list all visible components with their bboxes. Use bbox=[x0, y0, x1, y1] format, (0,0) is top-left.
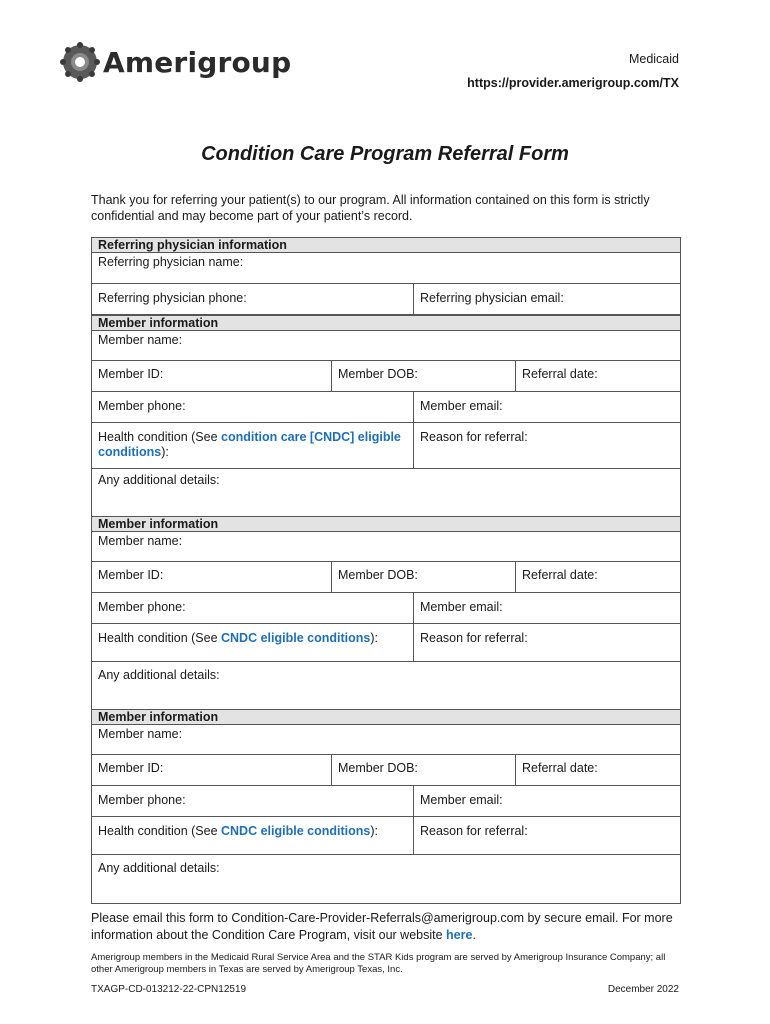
member3-health-field[interactable] bbox=[92, 817, 413, 854]
member2-details-row bbox=[92, 662, 680, 710]
member2-phone-field[interactable] bbox=[92, 593, 413, 623]
member3-referral-date-label: Referral date: bbox=[522, 761, 598, 775]
referral-form bbox=[91, 237, 681, 904]
website-link[interactable]: here bbox=[446, 928, 473, 942]
member1-section-heading: Member information bbox=[92, 315, 680, 331]
member1-referral-date-field[interactable] bbox=[515, 361, 680, 391]
intro-text: Thank you for referring your patient(s) to our program. All information contained on this form is strictly confidential and may become part of your patient’s record. bbox=[91, 193, 650, 223]
member2-email-label: Member email: bbox=[420, 600, 503, 614]
member3-reason-label: Reason for referral: bbox=[420, 824, 528, 838]
member1-id-label: Member ID: bbox=[98, 367, 164, 381]
member3-reason-field[interactable] bbox=[413, 817, 680, 854]
member3-referral-date-field[interactable] bbox=[515, 755, 680, 785]
email-instructions-period: . bbox=[472, 928, 476, 942]
member1-id-row bbox=[92, 361, 680, 392]
member1-name-field[interactable] bbox=[92, 331, 680, 360]
physician-email-field[interactable] bbox=[413, 284, 680, 314]
member3-email-label: Member email: bbox=[420, 793, 503, 807]
member1-details-field[interactable] bbox=[92, 469, 680, 516]
member1-details-label: Any additional details: bbox=[98, 473, 220, 487]
member3-health-label: Health condition (See bbox=[98, 824, 221, 838]
member1-health-field[interactable] bbox=[92, 423, 413, 468]
member1-referral-date-label: Referral date: bbox=[522, 367, 598, 381]
member3-phone-field[interactable] bbox=[92, 786, 413, 816]
header-right bbox=[467, 47, 679, 95]
amerigroup-logo-icon bbox=[60, 42, 100, 82]
page-title: Condition Care Program Referral Form bbox=[201, 143, 569, 165]
member2-referral-date-label: Referral date: bbox=[522, 568, 598, 582]
member3-id-field[interactable] bbox=[92, 755, 331, 785]
member3-details-field[interactable] bbox=[92, 855, 680, 903]
member1-dob-field[interactable] bbox=[331, 361, 515, 391]
member1-details-row bbox=[92, 469, 680, 517]
member3-details-row bbox=[92, 855, 680, 903]
amerigroup-logo bbox=[60, 42, 291, 82]
member2-contact-row bbox=[92, 593, 680, 624]
member1-name-label: Member name: bbox=[98, 333, 183, 347]
member3-section-heading: Member information bbox=[92, 710, 680, 725]
physician-name-label: Referring physician name: bbox=[98, 255, 244, 269]
member2-details-field[interactable] bbox=[92, 662, 680, 709]
member2-referral-date-field[interactable] bbox=[515, 562, 680, 592]
member2-id-row bbox=[92, 562, 680, 593]
member2-health-label: Health condition (See bbox=[98, 631, 221, 645]
member3-contact-row bbox=[92, 786, 680, 817]
cndc-conditions-link[interactable]: condition care [CNDC] eligible conditions bbox=[98, 430, 401, 459]
member1-phone-field[interactable] bbox=[92, 392, 413, 422]
member3-dob-field[interactable] bbox=[331, 755, 515, 785]
member2-reason-field[interactable] bbox=[413, 624, 680, 661]
member3-id-label: Member ID: bbox=[98, 761, 164, 775]
member2-phone-label: Member phone: bbox=[98, 600, 186, 614]
member2-health-suffix: ): bbox=[370, 631, 378, 645]
email-instructions-text: Please email this form to Condition-Care-Provider-Referrals@amerigroup.com by secure email. For more information about the Condition Care Program, visit our website bbox=[91, 911, 673, 942]
member2-health-row bbox=[92, 624, 680, 662]
member3-phone-label: Member phone: bbox=[98, 793, 186, 807]
member2-health-field[interactable] bbox=[92, 624, 413, 661]
physician-email-label: Referring physician email: bbox=[420, 291, 564, 305]
cndc-conditions-link[interactable]: CNDC eligible conditions bbox=[221, 824, 371, 838]
cndc-conditions-link[interactable]: CNDC eligible conditions bbox=[221, 631, 371, 645]
member3-id-row bbox=[92, 755, 680, 786]
member2-dob-label: Member DOB: bbox=[338, 568, 418, 582]
member3-dob-label: Member DOB: bbox=[338, 761, 418, 775]
email-instructions bbox=[91, 910, 681, 944]
member2-dob-field[interactable] bbox=[331, 562, 515, 592]
physician-phone-field[interactable] bbox=[92, 284, 413, 314]
member1-contact-row bbox=[92, 392, 680, 423]
member1-health-label: Health condition (See bbox=[98, 430, 221, 444]
member2-details-label: Any additional details: bbox=[98, 668, 220, 682]
member2-id-field[interactable] bbox=[92, 562, 331, 592]
brand-name: Amerigroup bbox=[103, 45, 292, 79]
member3-health-suffix: ): bbox=[370, 824, 378, 838]
member3-health-row bbox=[92, 817, 680, 855]
provider-url[interactable]: https://provider.amerigroup.com/TX bbox=[467, 76, 679, 90]
member1-health-row bbox=[92, 423, 680, 469]
member1-email-field[interactable] bbox=[413, 392, 680, 422]
physician-section-heading: Referring physician information bbox=[92, 238, 680, 253]
member1-reason-label: Reason for referral: bbox=[420, 430, 528, 444]
member1-name-row bbox=[92, 331, 680, 361]
member1-id-field[interactable] bbox=[92, 361, 331, 391]
member3-details-label: Any additional details: bbox=[98, 861, 220, 875]
member1-health-suffix: ): bbox=[161, 445, 169, 459]
member2-section-heading: Member information bbox=[92, 517, 680, 532]
member3-name-label: Member name: bbox=[98, 727, 183, 741]
member3-name-row bbox=[92, 725, 680, 755]
physician-phone-label: Referring physician phone: bbox=[98, 291, 247, 305]
member2-reason-label: Reason for referral: bbox=[420, 631, 528, 645]
member1-reason-field[interactable] bbox=[413, 423, 680, 468]
member2-name-field[interactable] bbox=[92, 532, 680, 561]
member1-email-label: Member email: bbox=[420, 399, 503, 413]
member1-phone-label: Member phone: bbox=[98, 399, 186, 413]
document-date: December 2022 bbox=[607, 984, 679, 995]
document-code: TXAGP-CD-013212-22-CPN12519 bbox=[91, 984, 247, 995]
physician-name-field[interactable] bbox=[92, 253, 680, 283]
member3-name-field[interactable] bbox=[92, 725, 680, 754]
physician-contact-row bbox=[92, 284, 680, 315]
member3-email-field[interactable] bbox=[413, 786, 680, 816]
member2-name-row bbox=[92, 532, 680, 562]
member2-email-field[interactable] bbox=[413, 593, 680, 623]
fine-print: Amerigroup members in the Medicaid Rural Service Area and the STAR Kids program are served by Amerigroup Insurance Company; all other Amerigroup members in Texas are served by Amerigroup Texas, Inc. bbox=[91, 952, 666, 975]
program-label: Medicaid bbox=[628, 52, 679, 66]
member1-dob-label: Member DOB: bbox=[338, 367, 418, 381]
physician-name-row bbox=[92, 253, 680, 284]
member2-id-label: Member ID: bbox=[98, 568, 164, 582]
member2-name-label: Member name: bbox=[98, 534, 183, 548]
